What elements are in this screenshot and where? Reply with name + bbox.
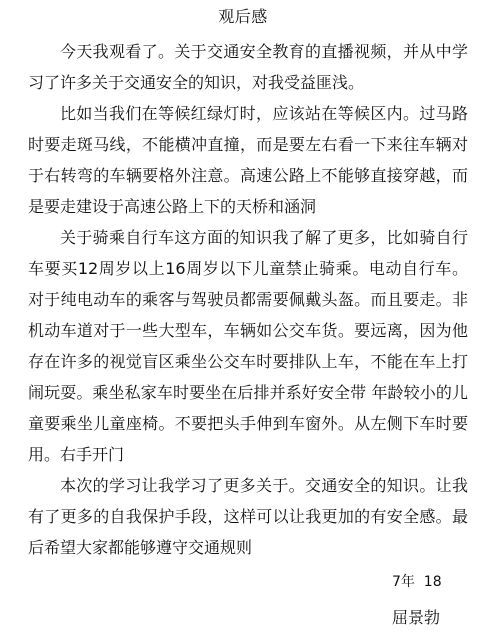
- document-date: 7年 18: [392, 574, 442, 590]
- paragraph-intro: 今天我观看了。关于交通安全教育的直播视频，并从中学习了许多关于交通安全的知识，对我受益匪浅。: [28, 42, 468, 92]
- paragraph-conclusion: 本次的学习让我学习了更多关于。交通安全的知识。让我有了更多的自我保护手段，这样可以让我更加的有安全感。最后希望大家都能够遵守交通规则: [28, 476, 468, 557]
- document-title: 观后感: [218, 7, 268, 26]
- author-signature: 屈景勃: [392, 608, 441, 627]
- document-body: [28, 36, 468, 563]
- paragraph-pedestrian-safety: 比如当我们在等候红绿灯时，应该站在等候区内。过马路时要走斑马线，不能横冲直撞，而是要左右看一下来往车辆对于右转弯的车辆要格外注意。高速公路上不能够直接穿越，而是要走建设于高速公路上下的天桥和涵洞: [28, 104, 468, 216]
- paragraph-vehicle-safety: 关于骑乘自行车这方面的知识我了解了更多，比如骑自行车要买12周岁以上16周岁以下儿童禁止骑乘。电动自行车。对于纯电动车的乘客与驾驶员都需要佩戴头盔。而且要走。非机动车道对于一些大型车，车辆如公交车货。要远离，因为他存在许多的视觉盲区乘坐公交车时要排队上车，不能在车上打闹玩耍。乘坐私家车时要坐在后排并系好安全带 年龄较小的儿童要乘坐儿童座椅。不要把头手伸到车窗外。从左侧下车时要用。右手开门: [28, 228, 468, 464]
